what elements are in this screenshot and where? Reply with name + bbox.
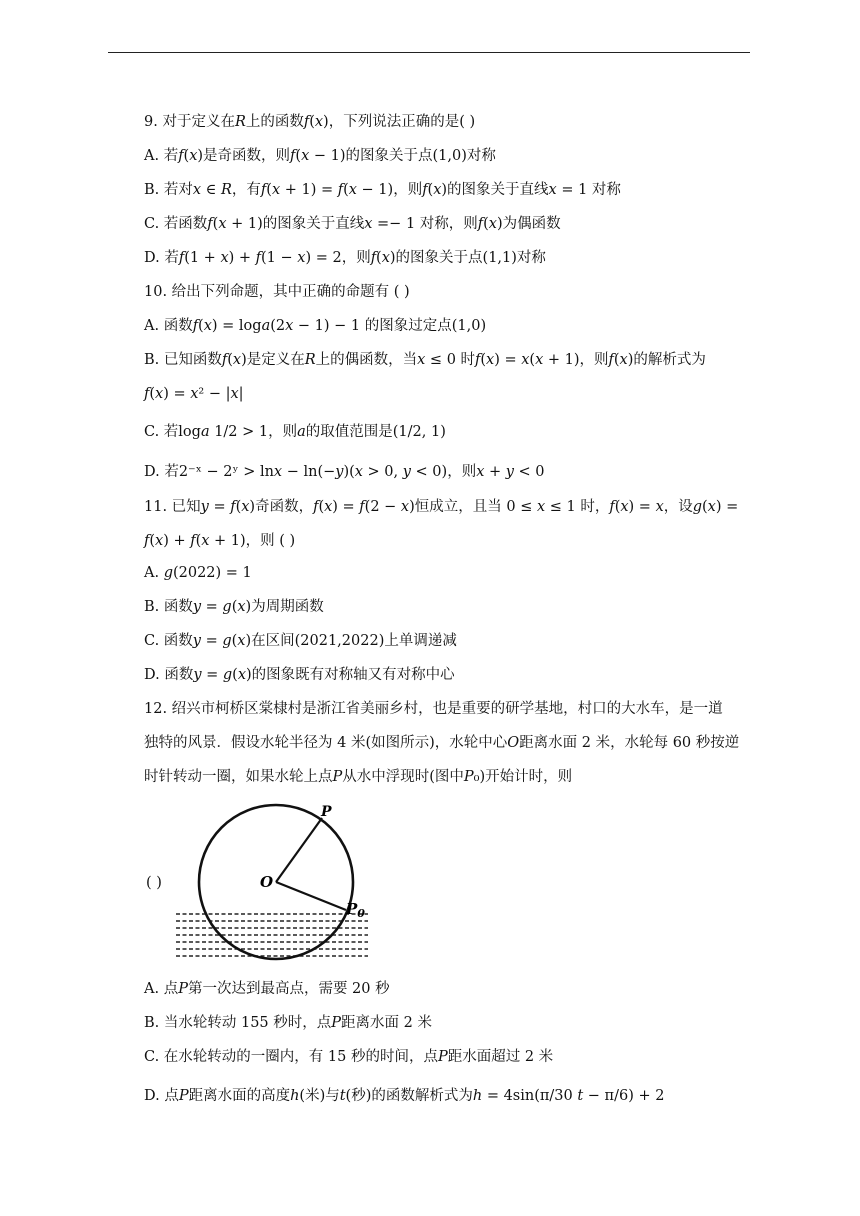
q12-option-c: C. 在水轮转动的一圈内，有 15 秒的时间，点𝑃距水面超过 2 米 [144, 1049, 554, 1065]
q12-option-b: B. 当水轮转动 155 秒时，点𝑃距离水面 2 米 [144, 1015, 432, 1031]
label-p0-main: P [346, 900, 358, 918]
label-p0-sub: 0 [357, 907, 365, 920]
q9-stem: 9. 对于定义在𝑅上的函数𝑓(𝑥)，下列说法正确的是( ) [144, 114, 476, 130]
q11-stem-line1: 11. 已知𝑦 = 𝑓(𝑥)奇函数，𝑓(𝑥) = 𝑓(2 − 𝑥)恒成立，且当 0 ≤ 𝑥 ≤ 1 时，𝑓(𝑥) = 𝑥，设𝑔(𝑥) = [144, 499, 739, 515]
q12-answer-paren: ( ) [146, 875, 162, 891]
water-wheel-figure [172, 802, 372, 962]
q10-option-b-line1: B. 已知函数𝑓(𝑥)是定义在𝑅上的偶函数，当𝑥 ≤ 0 时𝑓(𝑥) = 𝑥(𝑥 + 1)，则𝑓(𝑥)的解析式为 [144, 352, 706, 368]
q10-stem: 10. 给出下列命题，其中正确的命题有 ( ) [144, 284, 410, 300]
q12-option-d: D. 点𝑃距离水面的高度ℎ(米)与𝑡(秒)的函数解析式为ℎ = 4sin(π/30 𝑡 − π/6) + 2 [144, 1088, 665, 1104]
header-rule [108, 52, 750, 53]
q11-option-d: D. 函数𝑦 = 𝑔(𝑥)的图象既有对称轴又有对称中心 [144, 667, 455, 683]
q10-option-c: C. 若log𝑎 1/2 > 1，则𝑎的取值范围是(1/2, 1) [144, 424, 446, 440]
q9-option-b: B. 若对𝑥 ∈ 𝑅，有𝑓(𝑥 + 1) = 𝑓(𝑥 − 1)，则𝑓(𝑥)的图象关于直线𝑥 = 1 对称 [144, 182, 621, 198]
radius-op [276, 818, 322, 882]
q12-stem-line3: 时针转动一圈，如果水轮上点𝑃从水中浮现时(图中𝑃₀)开始计时，则 [144, 769, 573, 785]
q9-option-c: C. 若函数𝑓(𝑥 + 1)的图象关于直线𝑥 =− 1 对称，则𝑓(𝑥)为偶函数 [144, 216, 561, 232]
q11-option-c: C. 函数𝑦 = 𝑔(𝑥)在区间(2021,2022)上单调递减 [144, 633, 457, 649]
radius-op0 [276, 882, 346, 910]
q10-option-d: D. 若2⁻ˣ − 2ʸ > ln𝑥 − ln(−𝑦)(𝑥 > 0, 𝑦 < 0)，则𝑥 + 𝑦 < 0 [144, 464, 545, 480]
q12-stem-line1: 12. 绍兴市柯桥区棠棣村是浙江省美丽乡村，也是重要的研学基地，村口的大水车，是一道 [144, 701, 723, 717]
q9-option-d: D. 若𝑓(1 + 𝑥) + 𝑓(1 − 𝑥) = 2，则𝑓(𝑥)的图象关于点(1,1)对称 [144, 250, 546, 266]
label-o: O [260, 873, 274, 891]
label-p0 [345, 900, 365, 920]
water-lines [176, 914, 368, 956]
q11-option-b: B. 函数𝑦 = 𝑔(𝑥)为周期函数 [144, 599, 324, 615]
q11-stem-line2: 𝑓(𝑥) + 𝑓(𝑥 + 1)，则 ( ) [144, 533, 296, 549]
label-p: P [321, 804, 332, 820]
q9-option-a: A. 若𝑓(𝑥)是奇函数，则𝑓(𝑥 − 1)的图象关于点(1,0)对称 [144, 148, 496, 164]
q12-stem-line2: 独特的风景．假设水轮半径为 4 米(如图所示)，水轮中心𝑂距离水面 2 米，水轮每 60 秒按逆 [144, 735, 740, 751]
q11-option-a: A. 𝑔(2022) = 1 [144, 565, 252, 581]
q10-option-b-line2: 𝑓(𝑥) = 𝑥² − |𝑥| [144, 386, 244, 402]
q10-option-a: A. 函数𝑓(𝑥) = log𝑎(2𝑥 − 1) − 1 的图象过定点(1,0) [144, 318, 487, 334]
q12-option-a: A. 点𝑃第一次达到最高点，需要 20 秒 [144, 981, 390, 997]
